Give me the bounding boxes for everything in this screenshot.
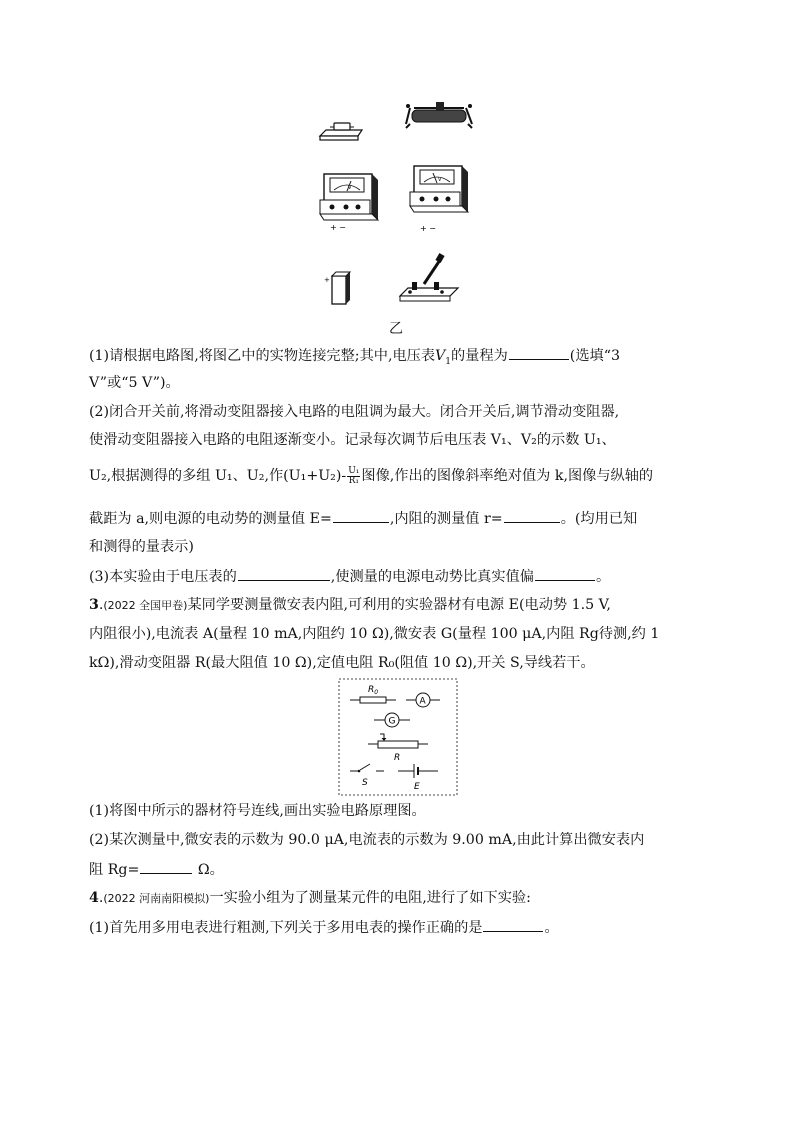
v1-face-label: V <box>438 177 442 183</box>
blank-voltmeter-cause[interactable] <box>238 566 330 581</box>
r0-symbol <box>350 685 396 703</box>
q2-part3: (3)本实验由于电压表的 ,使测量的电源电动势比真实值偏 。 <box>89 566 610 587</box>
battery-symbol <box>398 764 438 792</box>
resistor-on-base <box>320 123 362 140</box>
q4-line1: 4.(2022 河南南阳模拟)一实验小组为了测量某元件的电阻,进行了如下实验: <box>89 890 531 906</box>
battery-plus-sign: + <box>324 276 330 284</box>
svg-text:R: R <box>394 753 401 763</box>
q2-part2-line5: 和测得的量表示) <box>89 539 194 555</box>
q2-part2-line3: U₂,根据测得的多组 U₁、U₂,作(U₁+U₂)- $\frac{\text{U₁}}{\text{R₁}}$ 图像,作出的图像斜率绝对值为 k,图像与纵轴的 <box>89 465 654 486</box>
svg-text:A: A <box>419 696 426 707</box>
fraction-u1-r1: $\frac{\text{U₁}}{\text{R₁}}$ <box>348 465 360 486</box>
q3-part2-line2: 阻 Rg= Ω。 <box>89 859 224 880</box>
figure-caption: 乙 <box>389 321 403 337</box>
q3-line3: kΩ),滑动变阻器 R(最大阻值 10 Ω),定值电阻 R₀(阻值 10 Ω),开关 S,导线若干。 <box>89 655 595 671</box>
apparatus-figure <box>310 96 480 316</box>
q3-line1: 3.(2022 全国甲卷)某同学要测量微安表内阻,可利用的实验器材有电源 E(电动势 1.5 V, <box>89 597 611 613</box>
question-number-3: 3 <box>89 597 99 613</box>
blank-emf[interactable] <box>333 508 389 523</box>
q3-source: (2022 全国甲卷) <box>103 599 188 612</box>
blank-multimeter-choice[interactable] <box>483 917 543 932</box>
svg-text:G: G <box>388 716 396 727</box>
v2-terminal-signs: + − <box>330 223 346 232</box>
svg-text:S: S <box>362 778 368 788</box>
battery <box>324 272 350 304</box>
q3-part1: (1)将图中所示的器材符号连线,画出实验电路原理图。 <box>89 803 426 819</box>
ammeter-symbol <box>406 693 440 707</box>
question-number-4: 4 <box>89 890 99 906</box>
circuit-symbols-figure <box>338 678 458 796</box>
v1-terminal-signs: + − <box>420 224 436 233</box>
q4-part1: (1)首先用多用电表进行粗测,下列关于多用电表的操作正确的是 。 <box>89 917 559 938</box>
blank-rg[interactable] <box>140 859 192 874</box>
q4-source: (2022 河南南阳模拟) <box>103 892 210 905</box>
q2-part2-line4: 截距为 a,则电源的电动势的测量值 E= ,内阻的测量值 r= 。(均用已知 <box>89 508 637 529</box>
q2-part2-line1: (2)闭合开关前,将滑动变阻器接入电路的电阻调为最大。闭合开关后,调节滑动变阻器, <box>89 404 620 420</box>
switch-symbol <box>350 764 384 788</box>
svg-text:R0: $R_0$ <box>368 685 379 696</box>
q3-line2: 内阻很小),电流表 A(量程 10 mA,内阻约 10 Ω),微安表 G(量程 100 μA,内阻 Rg待测,约 1 <box>89 626 660 642</box>
voltmeter-v1 <box>410 166 468 233</box>
svg-text:E: E <box>414 782 420 792</box>
q3-part2-line1: (2)某次测量中,微安表的示数为 90.0 μA,电流表的示数为 9.00 mA,由此计算出微安表内 <box>89 832 645 848</box>
v2-face-label: V <box>348 185 352 191</box>
galvanometer-symbol <box>374 713 410 727</box>
q2-part2-line2: 使滑动变阻器接入电路的电阻逐渐变小。记录每次调节后电压表 V₁、V₂的示数 U₁、 <box>89 432 616 448</box>
sliding-rheostat <box>406 102 472 128</box>
rheostat-symbol <box>368 734 428 763</box>
blank-v1-range[interactable] <box>509 345 569 360</box>
knife-switch <box>400 253 458 301</box>
q2-part1-line1: (1)请根据电路图,将图乙中的实物连接完整;其中,电压表$V_1$的量程为 (选填“3 <box>89 345 620 372</box>
dashed-border <box>339 679 457 795</box>
blank-bias-direction[interactable] <box>535 566 595 581</box>
q2-part1-line2: V”或“5 V”)。 <box>89 375 180 391</box>
blank-internal-resistance[interactable] <box>504 508 560 523</box>
voltmeter-v2 <box>320 174 378 232</box>
